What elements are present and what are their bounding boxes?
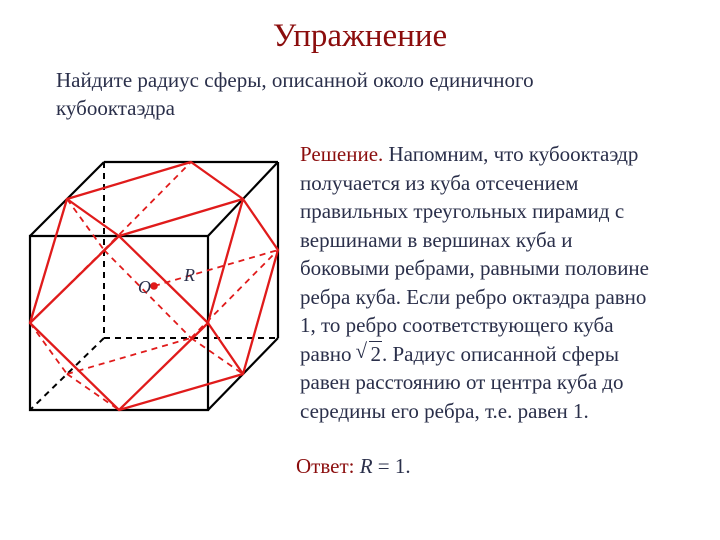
- label-R: R: [184, 265, 195, 285]
- solution-lead: Решение.: [300, 142, 384, 166]
- solution-line: ребра куба. Если ребро октаэдра равно: [300, 284, 647, 309]
- sqrt-expression: [355, 340, 382, 369]
- center-point: [150, 282, 158, 290]
- answer: [296, 454, 411, 479]
- cuboctahedron-figure: [20, 150, 300, 420]
- hidden-edge: [30, 323, 67, 374]
- answer-label: Ответ:: [296, 454, 355, 478]
- radius-line: [154, 250, 278, 286]
- front-square: [30, 236, 208, 410]
- sqrt-argument: 2: [370, 341, 381, 366]
- hidden-edge: [67, 199, 104, 250]
- solution-line: 1, то ребро соответствующего куба: [300, 313, 614, 337]
- solution-line: правильных треугольных пирамид с: [300, 199, 625, 223]
- label-O: O: [138, 277, 151, 297]
- solution-line-rest: Напомним, что кубооктаэдр: [383, 142, 639, 166]
- task-line: Найдите радиус сферы, описанной около единичного: [56, 68, 534, 92]
- cube-front-face: [30, 236, 208, 410]
- solution-line: получается из куба отсечением: [300, 170, 579, 195]
- hidden-edge: [67, 374, 119, 410]
- solution-line: середины его ребра, т.е. равен 1.: [300, 398, 589, 423]
- radical-sign: √: [355, 338, 368, 363]
- hidden-edge: [191, 338, 243, 374]
- solution-line-pre: равно: [300, 341, 352, 366]
- task-line: кубооктаэдра: [56, 96, 175, 120]
- answer-variable: R: [359, 454, 373, 478]
- solution-line: равен расстоянию от центра куба до: [300, 370, 624, 394]
- task-statement: [56, 66, 636, 122]
- solution-line: вершинами в вершинах куба и: [300, 227, 573, 252]
- solution-line-post: . Радиус описанной сферы: [381, 341, 619, 366]
- solution-line: [300, 340, 710, 369]
- solution-line: боковыми ребрами, равными половине: [300, 256, 649, 280]
- solution-line: [300, 140, 710, 169]
- solution-text: [300, 140, 710, 425]
- slide-title: Упражнение: [272, 18, 448, 54]
- answer-value: = 1.: [372, 454, 411, 478]
